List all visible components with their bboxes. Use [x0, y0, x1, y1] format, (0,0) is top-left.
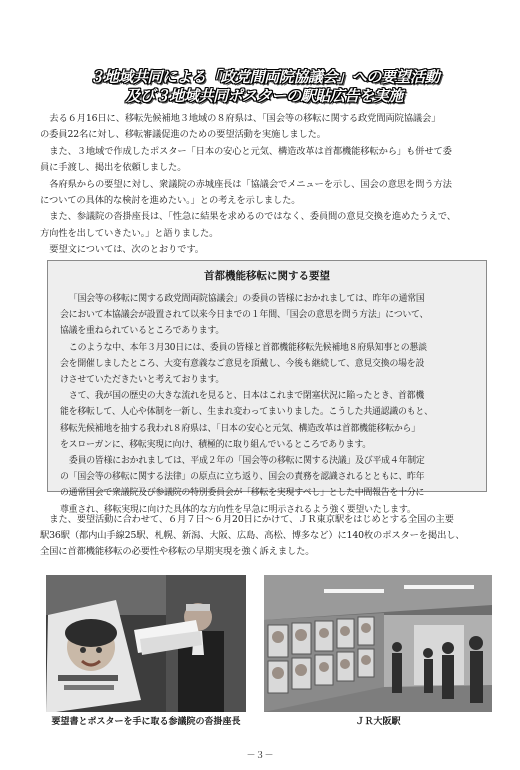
request-line: 「国会等の移転に関する政党間両院協議会」の委員の皆様におかれましては、昨年の通常国 — [68, 294, 425, 304]
intro-line: 要望文については、次のとおりです。 — [49, 244, 204, 256]
request-box — [47, 260, 487, 515]
request-line: 協議を重ねられているところであります。 — [60, 326, 225, 337]
outro-line: また、要望活動に合わせて、６月７日〜６月20日にかけて、ＪＲ東京駅をはじめとする全国の主要 — [49, 514, 454, 525]
request-line: さて、我が国の歴史の大きな流れを見ると、日本はこれまで閉塞状況に陥ったとき、首都機 — [68, 391, 425, 402]
request-box-title: 首都機能移転に関する要望 — [204, 270, 330, 282]
request-line: の通常国会で衆議院及び参議院の特別委員会が「移転を実現すべし」とした中間報告を十分に — [60, 488, 425, 499]
intro-line: また、参議院の沓掛座長は、「性急に結果を求めるのではなく、委員間の意見交換を進めたうえで、 — [49, 211, 456, 223]
request-box-body — [60, 291, 478, 518]
intro-text — [40, 111, 488, 259]
intro-line: 方向性を出していきたい。」と語りました。 — [40, 227, 219, 239]
intro-line: についての具体的な検討を進めたい。」との考えを示しました。 — [40, 195, 301, 207]
request-line: このような中、本年３月30日には、委員の皆様と首都機能移転先候補地８府県知事との懇談 — [68, 342, 427, 353]
request-line: の「国会等の移転に関する法律」の原点に立ち返り、国会の責務を認識されるとともに、昨年 — [60, 472, 425, 483]
request-line: をスローガンに、移転実現に向け、積極的に取り組んでいるところであります。 — [60, 439, 371, 450]
intro-line: 員に手渡し、掲出を依頼しました。 — [40, 162, 187, 174]
outro-text — [40, 512, 488, 560]
photo-caption-right: ＪＲ大阪駅 — [355, 717, 401, 727]
photo-chairman-with-poster — [46, 575, 246, 712]
outro-line: 駅36駅（都内山手線25駅、札幌、新潟、大阪、広島、高松、博多など）に140枚のポスターを掲出し、 — [40, 530, 465, 541]
photo-jr-osaka-station — [264, 575, 492, 712]
headline-line-1: ３地域共同による「政党間両院協議会」への要望活動 — [88, 68, 440, 86]
request-line: けさせていただきたいと考えております。 — [60, 375, 225, 386]
request-line: 会において本協議会が設置されて以来今日までの１年間、「国会の意思を問う方法」について、 — [60, 310, 429, 321]
headline — [40, 68, 488, 106]
page-number: －３－ — [246, 751, 274, 761]
request-line: 能を移転して、人心や体制を一新し、生まれ変わってまいりました。こうした共通認識のもと、 — [60, 407, 433, 418]
photo-caption-left: 要望書とポスターを手に取る参議院の沓掛座長 — [51, 717, 241, 727]
intro-line: 去る６月16日に、移転先候補地３地域の８府県は、「国会等の移転に関する政党間両院協議会」 — [49, 113, 441, 124]
outro-line: 全国に首都機能移転の必要性や移転の早期実現を強く訴えました。 — [40, 546, 315, 557]
intro-line: 各府県からの要望に対し、衆議院の赤城座長は「協議会でメニューを示し、国会の意思を問う方法 — [49, 178, 452, 190]
intro-line: また、３地域で作成したポスター「日本の安心と元気、構造改革は首都機能移転から」も併せて委 — [49, 145, 452, 157]
headline-line-2: 及び３地域共同ポスターの駅貼広告を実施 — [125, 87, 403, 105]
intro-line: の委員22名に対し、移転審議促進のための要望活動を実施しました。 — [40, 129, 326, 141]
request-line: 会を開催しましたところ、大変有意義なご意見を頂戴し、今後も継続して、意見交換の場を設 — [60, 358, 425, 369]
request-line: 移転先候補地を抽する我われ８府県は、「日本の安心と元気、構造改革は首都機能移転から」 — [60, 423, 420, 434]
request-line: 委員の皆様におかれましては、平成２年の「国会等の移転に関する決議」及び平成４年制定 — [68, 456, 425, 467]
request-line: 尊重され、移転実現に向けた具体的な方向性を早急に明示されるよう強く要望いたします。 — [60, 504, 416, 515]
